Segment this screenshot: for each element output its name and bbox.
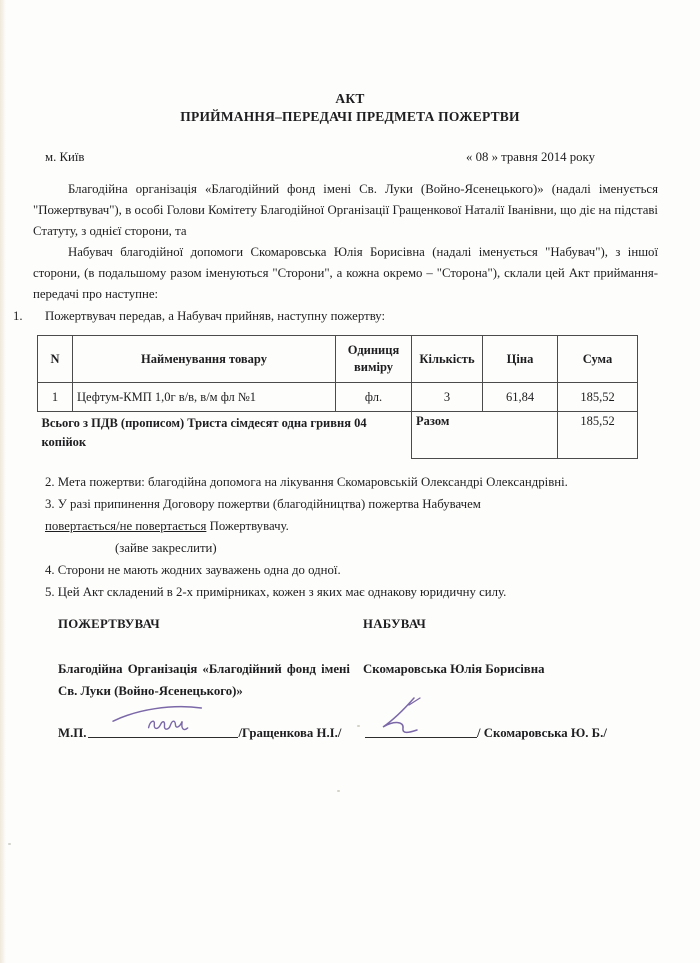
preamble: [33, 179, 658, 305]
list-item-3-line1: 3. У разі припинення Договору пожертви (благодійництва) пожертва Набувачем: [45, 497, 481, 511]
table-header-unit: Одиниця виміру: [336, 336, 412, 383]
list-item-1-text: Пожертвувач передав, а Набувач прийняв, наступну пожертву:: [45, 309, 386, 323]
total-label: Разом: [412, 412, 558, 459]
donation-goods-table: [37, 335, 638, 459]
table-cell-unit: фл.: [336, 383, 412, 412]
table-cell-sum: 185,52: [558, 383, 638, 412]
scan-speck: [357, 725, 360, 727]
place-date-row: [45, 150, 595, 165]
city-label: м. Київ: [45, 150, 85, 164]
donor-organization-name: Благодійна Організація «Благодійний фонд імені Св. Луки (Войно-Ясенецького)»: [58, 662, 350, 698]
signature-parties: [58, 658, 660, 702]
table-header-row: [38, 336, 638, 383]
signature-headers: [58, 617, 660, 632]
table-cell-price: 61,84: [483, 383, 558, 412]
list-item-5: 5. Цей Акт складений в 2-х примірниках, кожен з яких має однакову юридичну силу.: [45, 585, 507, 599]
list-item-1: [13, 306, 658, 327]
preamble-paragraph-recipient: Набувач благодійної допомоги Скомаровська Юлія Борисівна (надалі іменується "Набувач"), з іншої сторони, (в подальшому разом іменуються "Сторони", а кожна окремо – "Сторона"), склали цей Акт приймання-передачі про наступне:: [33, 245, 658, 301]
table-row: [38, 383, 638, 412]
table-cell-n: 1: [38, 383, 73, 412]
strike-out-note: (зайве закреслити): [115, 541, 217, 555]
signature-section: [58, 617, 660, 741]
total-value: 185,52: [558, 412, 638, 459]
mp-seal-label: М.П.: [58, 726, 87, 740]
returned-choice-underlined: повертається/не повертається: [45, 519, 207, 533]
total-in-words: Всього з ПДВ (прописом) Триста сімдесят одна гривня 04 копійок: [38, 412, 412, 459]
table-total-row: [38, 412, 638, 459]
scan-speck: [337, 790, 340, 792]
title-line-act: АКТ: [335, 91, 365, 106]
document-title: [0, 0, 700, 126]
list-item-1-number: 1.: [13, 309, 23, 323]
table-header-n: N: [38, 336, 73, 383]
date-label: « 08 » травня 2014 року: [465, 150, 595, 164]
recipient-signature-line: [365, 734, 477, 738]
signature-lines-row: [58, 726, 660, 741]
donor-signature-group: [58, 726, 355, 741]
list-item-3-line2: [45, 515, 658, 537]
donor-signatory-name: /Гращенкова Н.І./: [238, 726, 342, 740]
table-header-qty: Кількість: [412, 336, 483, 383]
preamble-paragraph-donor: Благодійна організація «Благодійний фонд імені Св. Луки (Войно-Ясенецького)» (надалі іменується "Пожертвувач"), в особі Голови Комітету Благодійної Організації Гращенкової Наталії Іванівни, що діє на підставі Статуту, з однієї сторони, та: [33, 182, 658, 238]
donor-signature-line: [88, 734, 238, 738]
recipient-person-name: Скомаровська Юлія Борисівна: [363, 662, 545, 676]
table-header-sum: Сума: [558, 336, 638, 383]
donor-header: ПОЖЕРТВУВАЧ: [58, 617, 160, 631]
table-header-price: Ціна: [483, 336, 558, 383]
returned-choice-tail: Пожертвувачу.: [206, 519, 289, 533]
scan-left-edge-shading: [0, 0, 6, 963]
recipient-signature-group: [355, 726, 607, 741]
terms-list: [45, 471, 658, 603]
recipient-header: НАБУВАЧ: [363, 617, 427, 631]
scan-speck: [8, 843, 11, 845]
table-cell-qty: 3: [412, 383, 483, 412]
table-cell-name: Цефтум-КМП 1,0г в/в, в/м фл №1: [73, 383, 336, 412]
list-item-2: 2. Мета пожертви: благодійна допомога на лікування Скомаровській Олександрі Олександрівні.: [45, 475, 568, 489]
table-header-name: Найменування товару: [73, 336, 336, 383]
recipient-signatory-name: / Скомаровська Ю. Б./: [477, 726, 607, 740]
title-line-subject: ПРИЙМАННЯ–ПЕРЕДАЧІ ПРЕДМЕТА ПОЖЕРТВИ: [180, 109, 520, 124]
list-item-4: 4. Сторони не мають жодних зауважень одна до одної.: [45, 563, 341, 577]
